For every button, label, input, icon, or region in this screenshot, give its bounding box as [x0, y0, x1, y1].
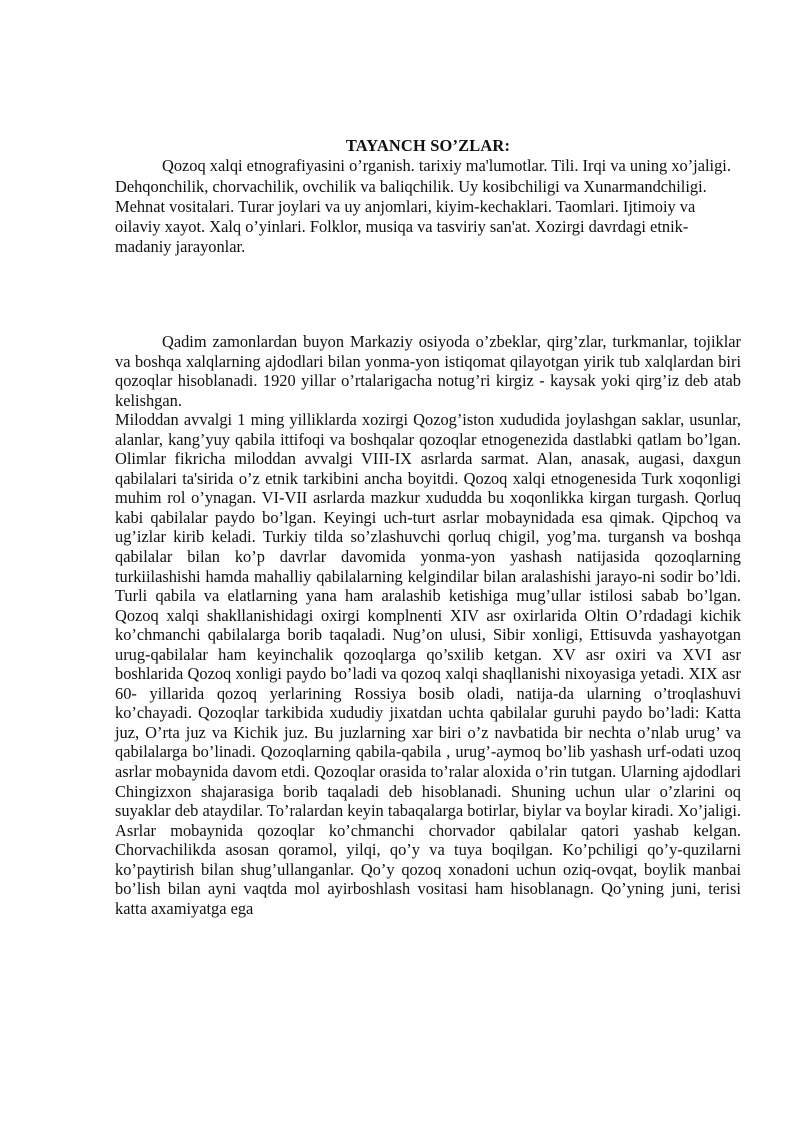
body-paragraph: Miloddan avvalgi 1 ming yilliklarda xozirgi Qozog’iston xududida joylashgan saklar, usunlar, alanlar, kang’yuy qabila ittifoqi va boshqalar qozoqlar etnogenezida dastlabki qatlam bo’lgan. Olimlar fikricha miloddan avvalgi VIII-IX asrlarda sarmat. Alan, anasak, augasi, daxgun qabilalari ta'sirida o’z etnik tarkibini ancha boyitdi. Qozoq xalqi etnogenesida Turk xoqonligi muhim rol o’ynagan. VI-VII asrlarda mazkur xududda bu xoqonlikka kirgan turgash. Qorluq kabi qabilalar paydo bo’lgan. Keyingi uch-turt asrlar mobaynidada esa qimak. Qipchoq va ug’izlar kirib keladi. Turkiy tilda so’zlashuvchi qorluq chigil, yog’ma. turgansh va boshqa qabilalar bilan ko’p davrlar davomida yonma-yon yashash natijasida qozoqlarning turkiilashishi hamda mahalliy qabilalarning kelgindilar bilan aralashishi jarayo-ni sodir bo’ldi. Turli qabila va elatlarning yana ham aralashib ketishiga mug’ullar istilosi sabab bo’lgan. Qozoq xalqi shakllanishidagi oxirgi komplnenti XIV asr oxirlarida Oltin O’rdadagi kichik ko’chmanchi qabilalarga borib taqaladi. Nug’on ulusi, Sibir xonligi, Ettisuvda yashayotgan urug-qabilalar ham keyinchalik qozoqlarga qo’sxilib ketgan. XV asr oxiri va XVI asr boshlarida Qozoq xonligi paydo bo’ladi va qozoq xalqi shaqllanishi nixoyasiga yetadi. XIX asr 60- yillarida qozoq yerlarining Rossiya bosib oladi, natija-da ularning o’troqlashuvi ko’chayadi. Qozoqlar tarkibida xududiy jixatdan uchta qabilalar guruhi paydo bo’ladi: Katta juz, O’rta juz va Kichik juz. Bu juzlarning xar biri o’z navbatida bir nechta o’nlab urug’ va qabilalarga bo’linadi. Qozoqlarning qabila-qabila , urug’-aymoq bo’lib yashash urf-odati uzoq asrlar mobaynida davom etdi. Qozoqlar orasida to’ralar aloxida o’rin tutgan. Ularning ajdodlari Chingizxon shajarasiga borib taqaladi deb hisoblanadi. Shuning uchun ular o’zlarini oq suyaklar deb ataydilar. To’ralardan keyin tabaqalarga botirlar, biylar va boylar kiradi. Xo’jaligi. Asrlar mobaynida qozoqlar ko’chmanchi chorvador qabilalar qatori yashab kelgan. Chorvachilikda asosan qoramol, yilqi, qo’y va tuya boqilgan. Ko’pchiligi qo’y-quzilarni ko’paytirish bilan shug’ullanganlar. Qo’y qozoq xonadoni uchun oziq-ovqat, boylik manbai bo’lish bilan ayni vaqtda mol ayirboshlash vositasi ham hisoblanagn. Qo’yning juni, terisi katta axamiyatga ega — [115, 410, 741, 918]
page-title: TAYANCH SO’ZLAR: — [345, 136, 511, 155]
body-paragraph: Qadim zamonlardan buyon Markaziy osiyoda o’zbeklar, qirg’zlar, turkmanlar, tojiklar va boshqa xalqlarning ajdodlari bilan yonma-yon istiqomat qilayotgan yirik tub xalqlardan biri qozoqlar hisoblanadi. 1920 yillar o’rtalarigacha notug’ri kirgiz - kaysak yoki qirg’iz deb atab kelishgan. — [115, 332, 741, 410]
keywords-section — [115, 136, 741, 258]
keywords-paragraph: Qozoq xalqi etnografiyasini o’rganish. tarixiy ma'lumotlar. Tili. Irqi va uning xo’jaligi. Dehqonchilik, chorvachilik, ovchilik va baliqchilik. Uy kosibchiligi va Xunarmandchiligi. Mehnat vositalari. Turar joylari va uy anjomlari, kiyim-kechaklari. Taomlari. Ijtimoiy va oilaviy xayot. Xalq o’yinlari. Folklor, musiqa va tasviriy san'at. Xozirgi davrdagi etnik-madaniy jarayonlar. — [115, 156, 731, 257]
main-text — [115, 332, 741, 918]
